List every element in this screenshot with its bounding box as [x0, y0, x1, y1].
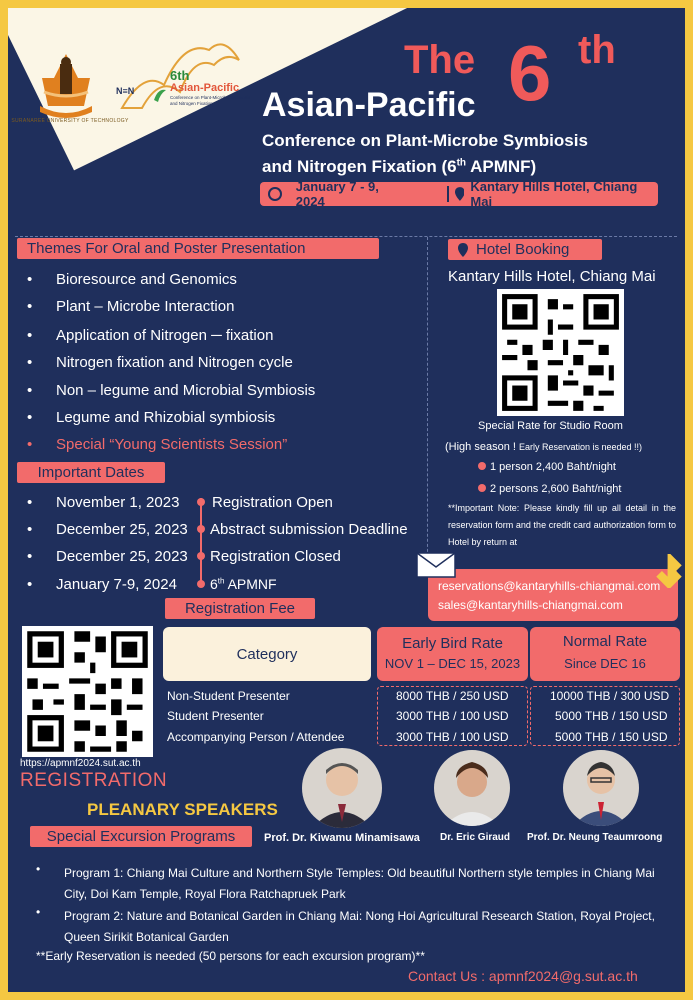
hotel-title-text: Hotel Booking	[476, 241, 570, 258]
conference-date: January 7 - 9, 2024	[295, 179, 379, 209]
timeline-dot	[197, 498, 205, 506]
arrow-icon	[652, 554, 686, 588]
hotel-email-box	[428, 569, 678, 621]
section-divider	[15, 236, 677, 237]
logo-conf-line2: and Nitrogen Fixation	[170, 101, 213, 106]
fee-category: Accompanying Person / Attendee	[167, 730, 345, 744]
rate-dot	[478, 462, 486, 470]
excursion-note: **Early Reservation is needed (50 persons for each excursion program)**	[36, 949, 425, 963]
speaker-portrait	[563, 750, 639, 826]
title-asian-pacific: Asian-Pacific	[262, 86, 476, 124]
theme-special: • Special “Young Scientists Session”	[56, 436, 287, 453]
title-the: The	[404, 38, 476, 82]
rate-two-persons: 2 persons 2,600 Baht/night	[478, 483, 621, 495]
theme-item: • Application of Nitrogen ─ fixation	[56, 327, 273, 344]
title-conference-line2: and Nitrogen Fixation (6th APMNF)	[262, 157, 537, 176]
fee-early: 8000 THB / 250 USD	[396, 689, 509, 703]
registration-qr-code[interactable]	[22, 626, 153, 757]
clock-icon	[268, 187, 282, 201]
conference-venue: Kantary Hills Hotel, Chiang Mai	[470, 179, 638, 209]
fee-category: Student Presenter	[167, 709, 264, 723]
timeline-line	[200, 498, 202, 584]
date-event: Registration Closed	[210, 548, 341, 565]
date-event: 6th APMNF	[210, 576, 277, 592]
fee-early: 3000 THB / 100 USD	[396, 730, 509, 744]
normal-rate-header	[530, 627, 680, 681]
qr-pattern	[497, 289, 624, 416]
season-note: (High season ! Early Reservation is needed !!)	[445, 441, 643, 453]
divider	[447, 186, 449, 202]
theme-item: • Bioresource and Genomics	[56, 271, 237, 288]
reservation-email[interactable]: reservations@kantaryhills-chiangmai.com	[438, 579, 661, 593]
speaker-name: Prof. Dr. Neung Teaumroong	[527, 832, 663, 843]
date-item: • December 25, 2023	[56, 548, 188, 565]
early-bird-title: Early Bird Rate	[402, 635, 503, 652]
fee-normal: 10000 THB / 300 USD	[550, 689, 670, 703]
speaker-portrait	[302, 748, 382, 828]
excursion-title: Special Excursion Programs	[30, 826, 252, 847]
conference-logo	[114, 30, 254, 125]
speaker-photo-giraud	[434, 750, 510, 826]
university-caption: SURANAREE UNIVERSITY OF TECHNOLOGY	[11, 118, 129, 124]
bullet: •	[36, 862, 41, 876]
fee-category: Non-Student Presenter	[167, 689, 290, 703]
dates-title: Important Dates	[17, 462, 165, 483]
hotel-title	[448, 239, 602, 260]
date-item: • November 1, 2023	[56, 494, 179, 511]
early-bird-period: NOV 1 – DEC 15, 2023	[384, 656, 521, 671]
date-event: Abstract submission Deadline	[210, 521, 408, 538]
speaker-photo-teaumroong	[563, 750, 639, 826]
excursion-program-1: Program 1: Chiang Mai Culture and Northern Style Temples: Old beautiful Northern style temples in Chiang Mai City, Doi Kam Temple, Royal Flora Ratchapruek Park	[64, 866, 655, 901]
location-pin-icon	[458, 243, 468, 257]
registration-url[interactable]: https://apmnf2024.sut.ac.th	[20, 758, 141, 769]
speaker-name: Prof. Dr. Kiwamu Minamisawa	[264, 832, 420, 844]
bullet: •	[36, 905, 41, 919]
qr-pattern	[22, 626, 153, 757]
rate-one-person: 1 person 2,400 Baht/night	[478, 461, 616, 473]
date-item: • January 7-9, 2024	[56, 576, 177, 593]
theme-item: • Plant – Microbe Interaction	[56, 298, 234, 315]
hotel-note: **Important Note: Please kindly fill up all detail in the reservation form and the credit card authorization form to Hotel by return at	[448, 503, 676, 547]
theme-item: • Nitrogen fixation and Nitrogen cycle	[56, 354, 293, 371]
nn-logo-text: N≡N	[116, 86, 135, 96]
logo-asian-pacific: Asian-Pacific	[170, 82, 240, 94]
sales-email[interactable]: sales@kantaryhills-chiangmai.com	[438, 598, 623, 612]
registration-label: REGISTRATION	[20, 770, 168, 791]
fee-normal: 5000 THB / 150 USD	[555, 709, 668, 723]
speakers-title: PLEANARY SPEAKERS	[87, 800, 278, 819]
date-event: Registration Open	[212, 494, 333, 511]
timeline-dot	[197, 525, 205, 533]
title-conference-line1: Conference on Plant-Microbe Symbiosis	[262, 131, 588, 150]
theme-item: • Legume and Rhizobial symbiosis	[56, 409, 275, 426]
excursion-program-2: Program 2: Nature and Botanical Garden in Chiang Mai: Nong Hoi Agricultural Research Station, Royal Project, Queen Sirikit Botanical Garden	[64, 909, 655, 944]
timeline-dot	[197, 580, 205, 588]
title-six: 6	[508, 29, 552, 117]
fee-normal: 5000 THB / 150 USD	[555, 730, 668, 744]
logo-conf-line: Conference on Plant-Microbe Symbiosis	[170, 95, 251, 100]
timeline-dot	[197, 552, 205, 560]
early-bird-header	[377, 627, 528, 681]
category-header: Category	[163, 627, 371, 681]
registration-fee-title: Registration Fee	[165, 598, 315, 619]
speaker-portrait	[434, 750, 510, 826]
hotel-name: Kantary Hills Hotel, Chiang Mai	[448, 268, 656, 285]
date-item: • December 25, 2023	[56, 521, 188, 538]
special-rate-label: Special Rate for Studio Room	[478, 420, 623, 432]
university-logo	[30, 48, 102, 120]
theme-item: • Non – legume and Microbial Symbiosis	[56, 382, 315, 399]
logo-6th: 6th	[170, 68, 190, 83]
envelope-icon	[416, 552, 456, 578]
rate-dot	[478, 484, 486, 492]
contact-email[interactable]: Contact Us : apmnf2024@g.sut.ac.th	[408, 968, 638, 984]
date-venue-bar	[260, 179, 658, 209]
fee-early: 3000 THB / 100 USD	[396, 709, 509, 723]
normal-rate-period: Since DEC 16	[564, 656, 646, 671]
column-divider	[427, 237, 428, 577]
speaker-name: Dr. Eric Giraud	[440, 832, 511, 843]
themes-title: Themes For Oral and Poster Presentation	[17, 238, 379, 259]
title-th: th	[578, 28, 616, 72]
speaker-photo-minamisawa	[302, 748, 382, 828]
location-pin-icon	[455, 187, 465, 201]
hotel-qr-code[interactable]	[497, 289, 624, 416]
normal-rate-title: Normal Rate	[562, 633, 648, 650]
